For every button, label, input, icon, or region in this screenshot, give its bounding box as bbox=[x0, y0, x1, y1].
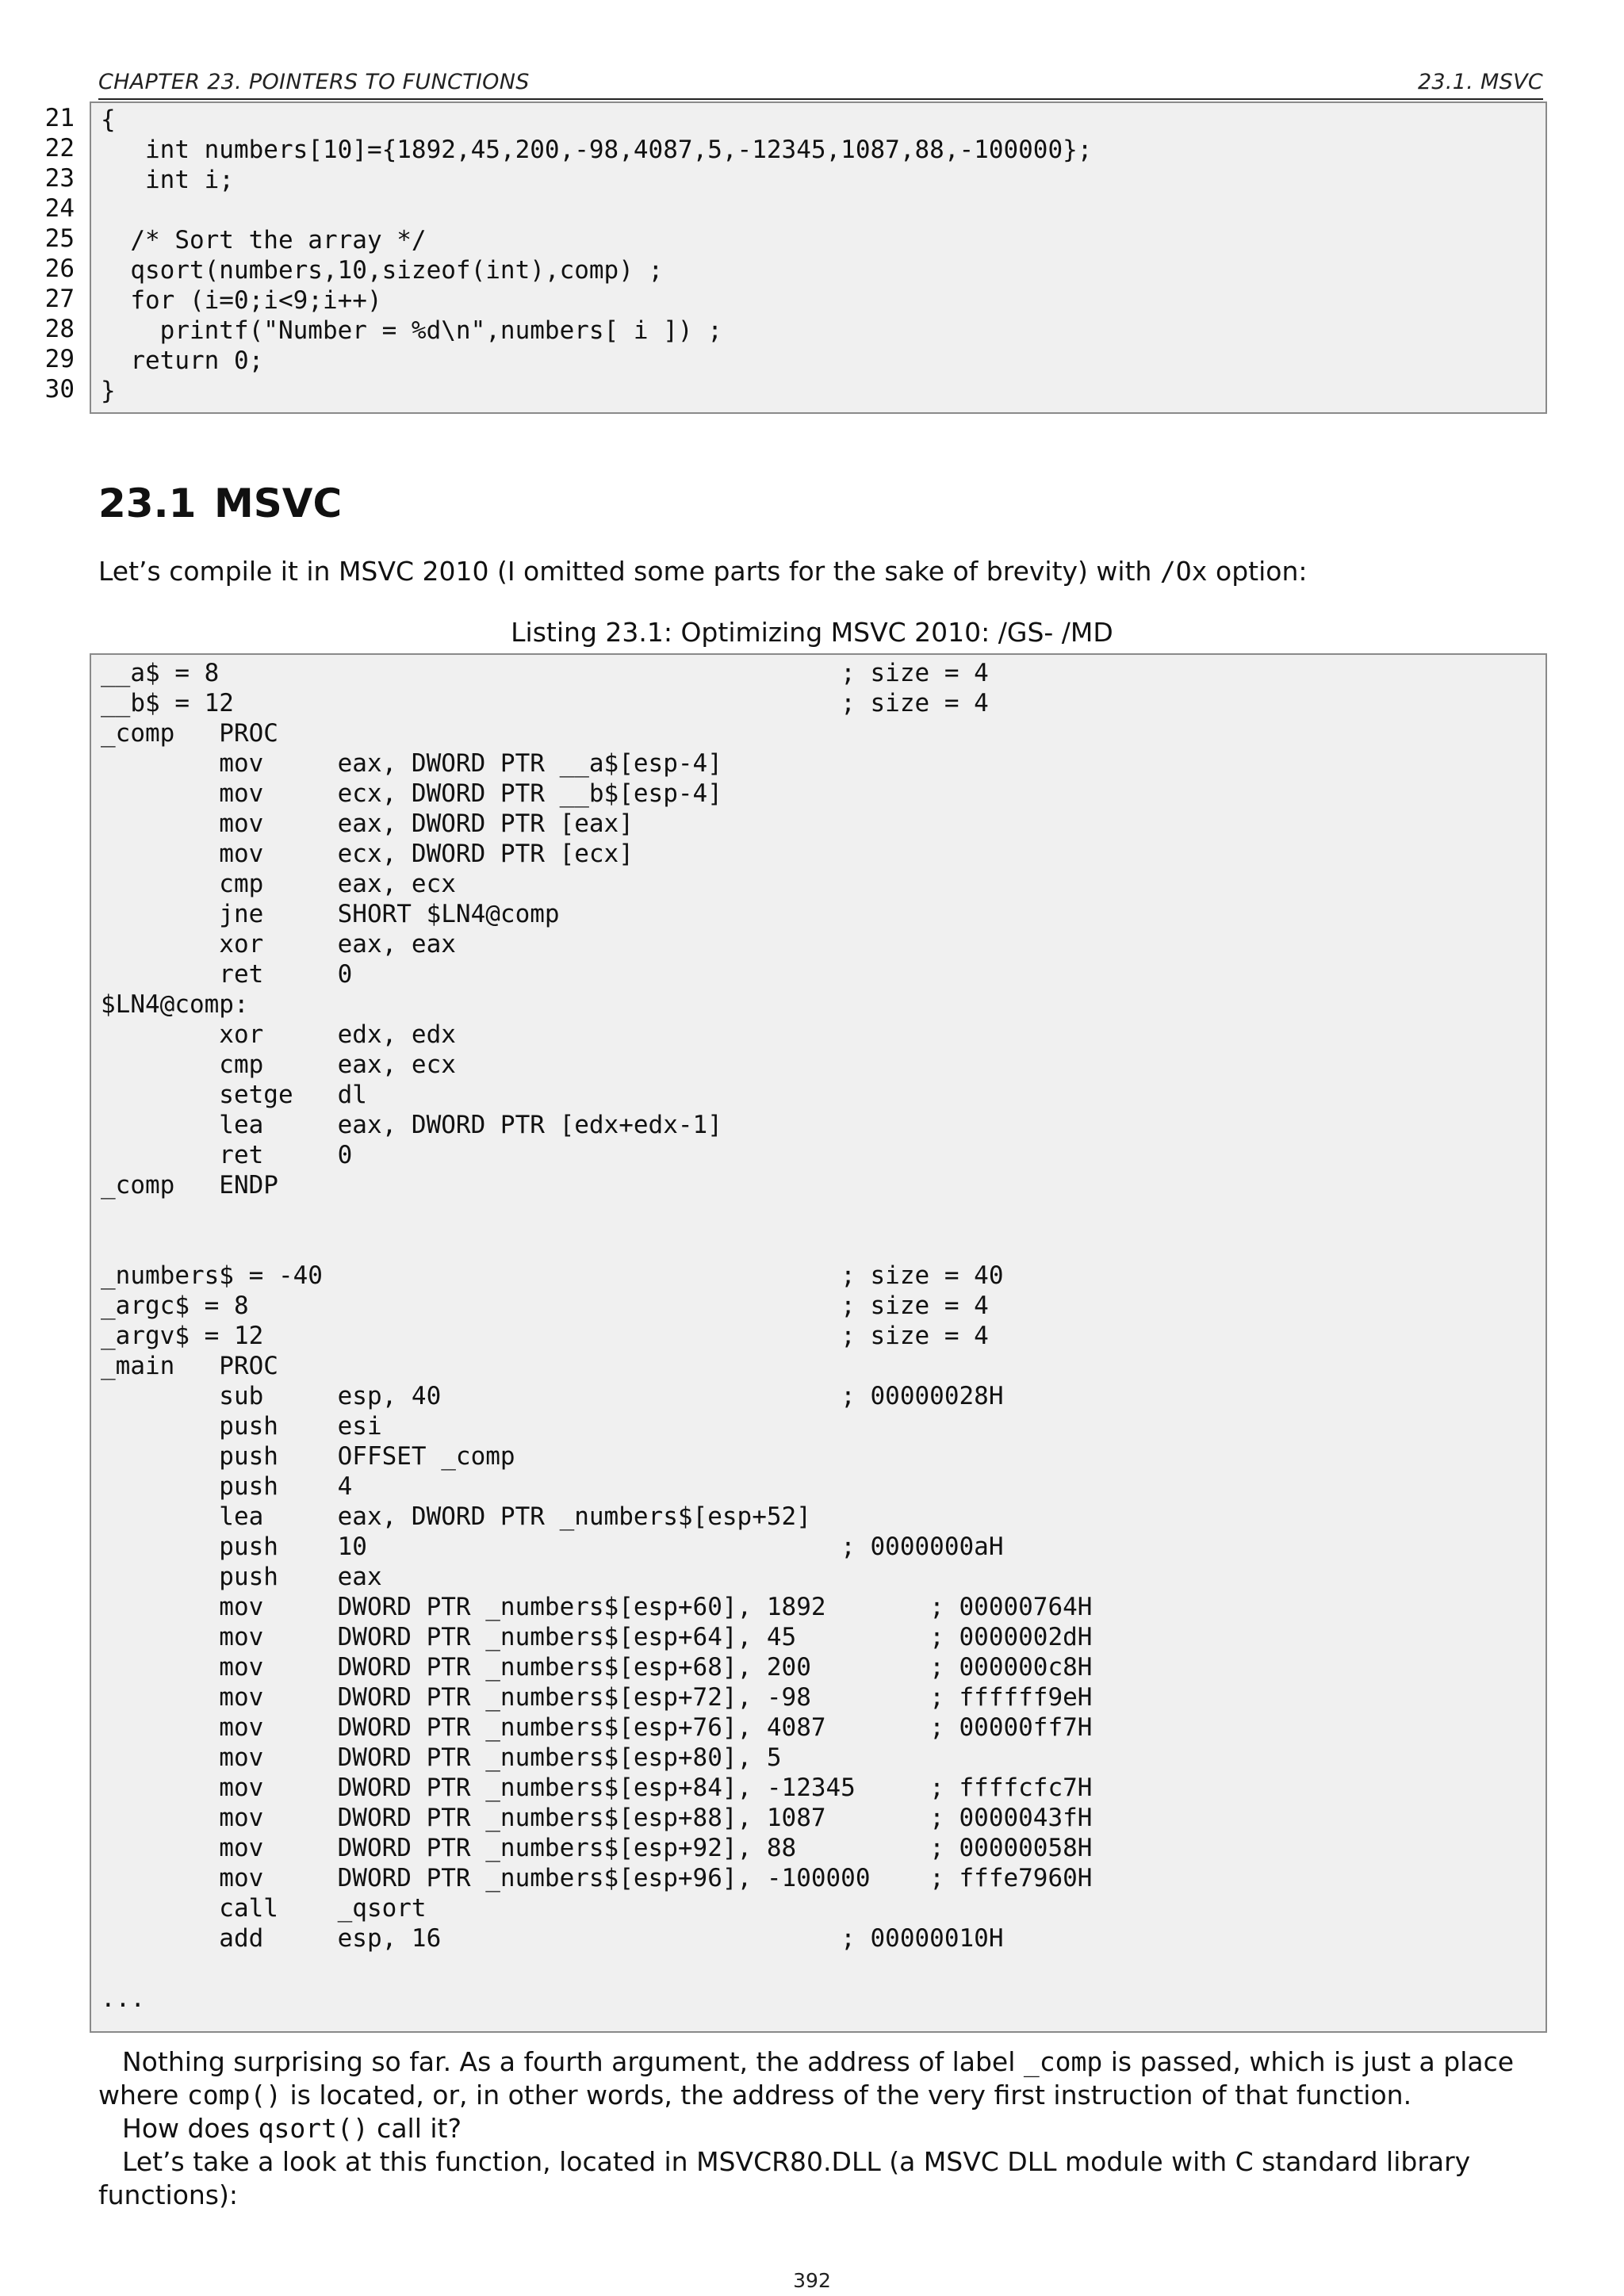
asm-code-text: __a$ = 8 ; size = 4 __b$ = 12 ; size = 4 _comp PROC mov eax, DWORD PTR __a$[esp-4] mov ecx, DWORD PTR __b$[esp-4] mov eax, DWORD PTR [eax] mov ecx, DWORD PTR [ecx] cmp eax, ecx jne SHORT $LN4@comp xor eax, eax ret 0 $LN4@comp: xor edx, edx cmp eax, ecx setge dl lea eax, DWORD PTR [edx+edx-1] ret 0 _comp ENDP _numbers$ = -40 ; size = 40 _argc$ = 8 ; size = 4 _argv$ = 12 ; size = 4 _main PROC sub esp, 40 ; 00000028H push esi push OFFSET _comp push 4 lea eax, DWORD PTR _numbers$[esp+52] push 10 ; 0000000aH push eax mov DWORD PTR _numbers$[esp+60], 1892 ; 00000764H mov DWORD PTR _numbers$[esp+64], 45 ; 0000002dH mov DWORD PTR _numbers$[esp+68], 200 ; 000000c8H mov DWORD PTR _numbers$[esp+72], -98 ; ffffff9eH mov DWORD PTR _numbers$[esp+76], 4087 ; 00000ff7H mov DWORD PTR _numbers$[esp+80], 5 mov DWORD PTR _numbers$[esp+84], -12345 ; ffffcfc7H mov DWORD PTR _numbers$[esp+88], 1087 ; 0000043fH mov DWORD PTR _numbers$[esp+92], 88 ; 00000058H mov DWORD PTR _numbers$[esp+96], -100000 ; fffe7960H call _qsort add esp, 16 ; 00000010H ... bbox=[101, 659, 1093, 2013]
c-code-text: { int numbers[10]={1892,45,200,-98,4087,5,-12345,1087,88,-100000}; int i; /* Sort the array */ qsort(numbers,10,sizeof(int),comp) ; for (i=0;i<9;i++) printf("Number = %d\n",numbers[ i ]) ; return 0; } bbox=[101, 105, 1093, 405]
line-number: 29 bbox=[44, 345, 75, 373]
intro-text-before: Let’s compile it in MSVC 2010 (I omitted some parts for the sake of brevity) with bbox=[98, 556, 1160, 587]
line-number: 27 bbox=[44, 285, 75, 313]
line-numbers bbox=[40, 103, 75, 404]
line-number: 26 bbox=[44, 254, 75, 283]
label-comp: _comp bbox=[1023, 2046, 1103, 2077]
para1-text-c: is located, or, in other words, the address of the very first instruction of that function. bbox=[282, 2080, 1412, 2110]
paragraph-1 bbox=[98, 2045, 1543, 2112]
running-header bbox=[98, 68, 1543, 100]
para2-text-b: call it? bbox=[368, 2113, 462, 2144]
line-number: 24 bbox=[44, 194, 75, 223]
line-number: 23 bbox=[44, 164, 75, 193]
asm-code-listing bbox=[90, 653, 1547, 2033]
para1-text-b: is passed, which is just a place where bbox=[98, 2046, 1515, 2110]
c-code-listing bbox=[90, 101, 1547, 414]
line-number: 25 bbox=[44, 224, 75, 253]
line-number: 21 bbox=[44, 104, 75, 132]
paragraph-2 bbox=[98, 2112, 1543, 2145]
func-comp: comp() bbox=[186, 2080, 282, 2110]
compiler-option: /Ox bbox=[1159, 556, 1208, 587]
line-number: 28 bbox=[44, 315, 75, 343]
section-number: 23.1 bbox=[98, 480, 197, 526]
para3-text: Let’s take a look at this function, located in MSVCR80.DLL (a MSVC DLL module with C standard library functions): bbox=[98, 2146, 1471, 2210]
section-heading bbox=[98, 480, 342, 526]
intro-paragraph bbox=[98, 555, 1543, 588]
intro-text-after: option: bbox=[1207, 556, 1308, 587]
para2-text-a: How does bbox=[122, 2113, 259, 2144]
line-number: 30 bbox=[44, 375, 75, 404]
func-qsort: qsort() bbox=[258, 2113, 369, 2144]
section-title-text: MSVC bbox=[214, 480, 343, 526]
line-number: 22 bbox=[44, 134, 75, 163]
listing-caption: Listing 23.1: Optimizing MSVC 2010: /GS- /MD bbox=[511, 617, 1113, 648]
header-section: 23.1. MSVC bbox=[1417, 70, 1543, 94]
para1-text-a: Nothing surprising so far. As a fourth argument, the address of label bbox=[122, 2046, 1024, 2077]
page-number: 392 bbox=[793, 2269, 831, 2292]
header-chapter: CHAPTER 23. POINTERS TO FUNCTIONS bbox=[98, 70, 530, 94]
paragraph-3 bbox=[98, 2145, 1543, 2212]
